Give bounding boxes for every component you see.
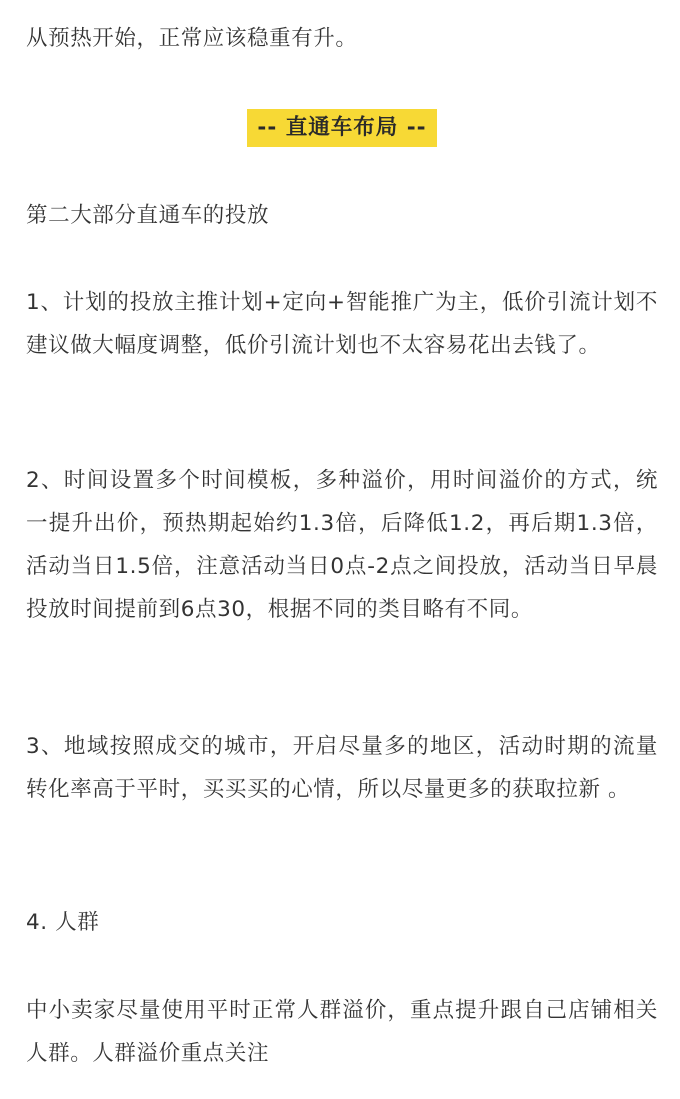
- part-title: 第二大部分直通车的投放: [26, 203, 270, 228]
- paragraph-time: 2、时间设置多个时间模板，多种溢价，用时间溢价的方式，统一提升出价，预热期起始约1.3倍，后降低1.2，再后期1.3倍，活动当日1.5倍，注意活动当日0点-2点之间投放，活动当日早晨投放时间提前到6点30，根据不同的类目略有不同。: [26, 468, 658, 622]
- crowd-title: 4. 人群: [26, 910, 100, 935]
- paragraph-plan: 1、计划的投放主推计划+定向+智能推广为主，低价引流计划不建议做大幅度调整，低价引流计划也不太容易花出去钱了。: [26, 290, 658, 358]
- crowd-text: 中小卖家尽量使用平时正常人群溢价，重点提升跟自己店铺相关人群。人群溢价重点关注: [26, 998, 658, 1066]
- intro-line: 从预热开始，正常应该稳重有升。: [26, 26, 358, 51]
- paragraph-region: 3、地域按照成交的城市，开启尽量多的地区，活动时期的流量转化率高于平时，买买买的心情，所以尽量更多的获取拉新 。: [26, 734, 658, 802]
- section-heading: -- 直通车布局 --: [247, 109, 436, 147]
- section-heading-container: [26, 109, 658, 147]
